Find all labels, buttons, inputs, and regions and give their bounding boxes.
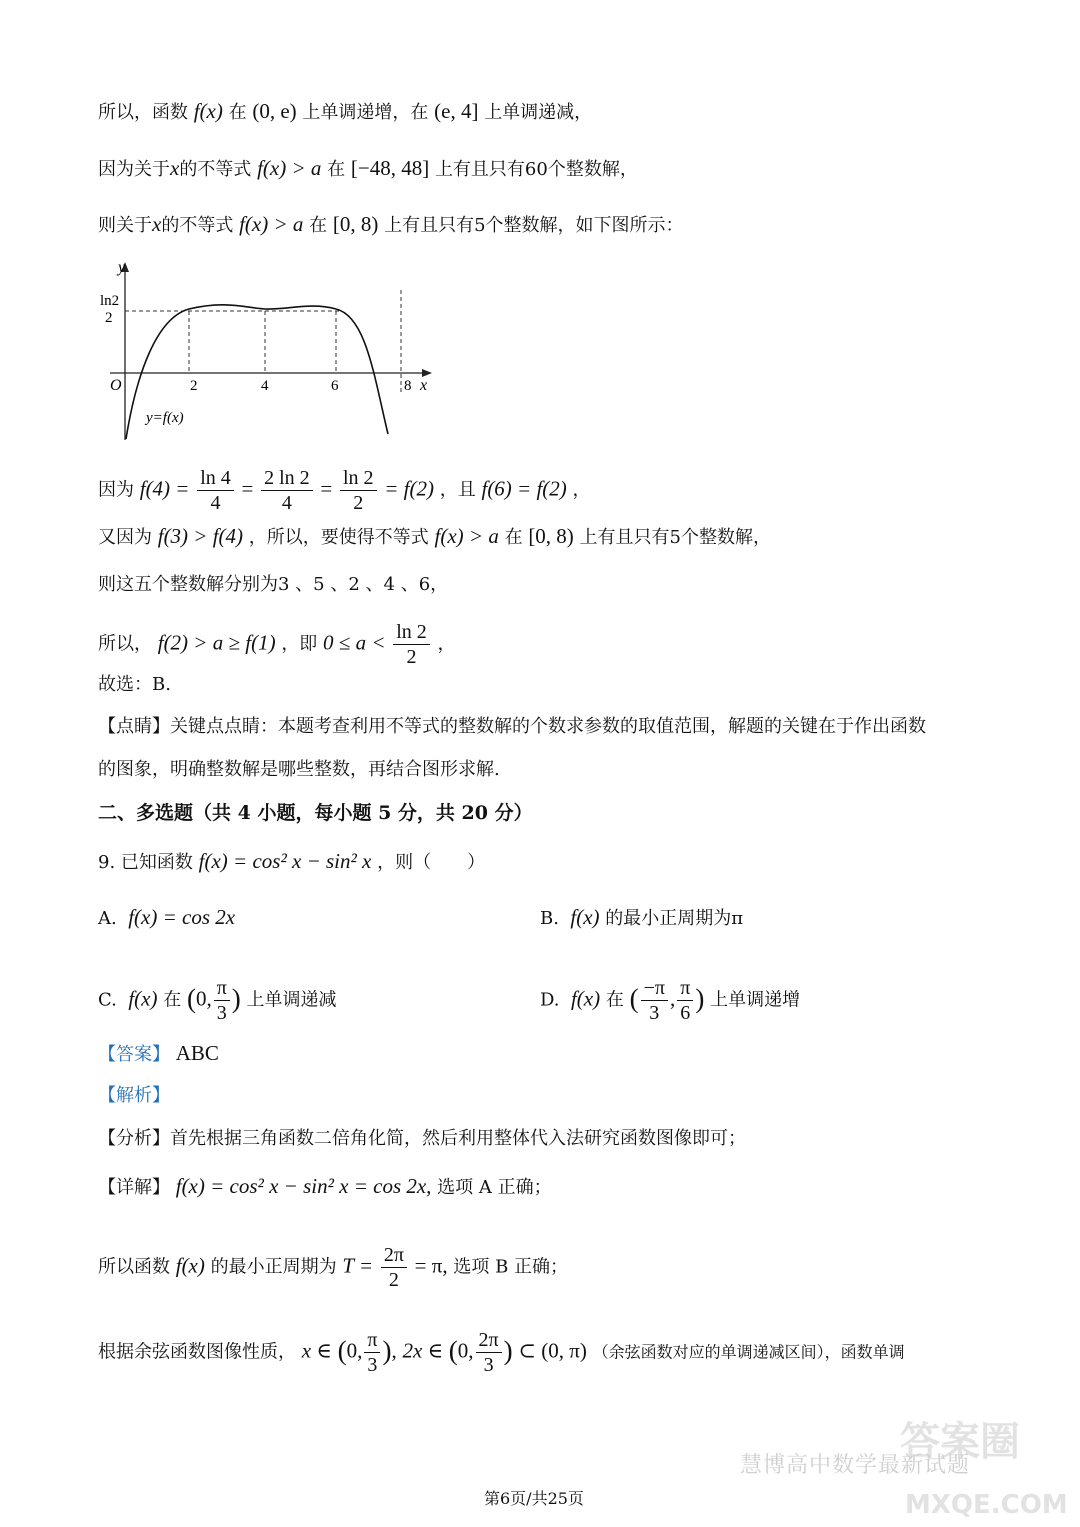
text-line-8: 故选：B. [98, 674, 171, 695]
option-c: C. f(x) 在 (0, $\frac{\pi}{3}$ ) 上单调递减 [98, 977, 337, 1024]
curve-label: y=f(x) [146, 410, 184, 426]
x-tick-8: 8 [404, 378, 412, 394]
option-b: B. f(x) 的最小正周期为π [540, 905, 744, 929]
function-graph [96, 256, 441, 442]
text-line-3: 则关于x的不等式 f(x) > a 在 [0, 8) 上有且只有5个整数解，如下图所示： [98, 212, 684, 236]
section-heading: 二、多选题（共 4 小题，每小题 5 分，共 20 分） [98, 802, 533, 824]
text-line-6: 则这五个整数解分别为3 、5 、2 、4 、6， [98, 574, 449, 595]
x-tick-2: 2 [190, 378, 198, 394]
text-line-1: 所以，函数 f(x) 在 (0, e) 上单调递增，在 (e, 4] 上单调递减， [98, 99, 593, 123]
option-d: D. f(x) 在 ( $\frac{-\pi}{3}$ , $\frac{\pi}{6}$ ) 上单调递增 [540, 977, 801, 1024]
y-tick-2: 2 [105, 310, 113, 326]
text-line-7: 所以， f(2) > a ≥ f(1) ，即 0 ≤ a < $\frac{\ln 2}{2}$ ， [98, 621, 456, 668]
y-axis-label: y [118, 259, 126, 276]
watermark-logo: 答案圈 [900, 1419, 1020, 1465]
origin-label: O [110, 377, 122, 394]
text-line-9b: 的图象，明确整数解是哪些整数，再结合图形求解. [98, 759, 500, 780]
page-footer: 第6页/共25页 [484, 1489, 584, 1508]
answer-line: 【答案】 ABC [98, 1041, 219, 1065]
x-tick-4: 4 [261, 378, 269, 394]
text-line-9a: 【点睛】关键点点睛：本题考查利用不等式的整数解的个数求参数的取值范围，解题的关键在于作出函数 [98, 716, 926, 737]
fenxi-line: 【分析】首先根据三角函数二倍角化简，然后利用整体代入法研究函数图像即可； [98, 1128, 746, 1149]
x-axis-label: x [420, 377, 428, 394]
monotonic-line: 根据余弦函数图像性质， x ∈ (0, $\frac{\pi}{3}$ ), 2x ∈ (0, $\frac{2\pi}{3}$ ) ⊂ (0, π) （余弦函数对应的单调递减区间），函数单调 [98, 1329, 905, 1376]
period-line: 所以函数 f(x) 的最小正周期为 T = $\frac{2\pi}{2}$ = π, 选项 B 正确； [98, 1244, 569, 1291]
question-9: 9. 已知函数 f(x) = cos² x − sin² x ，则（ ） [98, 849, 486, 873]
text-line-4: 因为 f(4) = $\frac{\ln 4}{4}$ = $\frac{2 \ln 2}{4}$ = $\frac{\ln 2}{2}$ = f(2) ，且 f(6) = f(2) ， [98, 467, 591, 514]
x-tick-6: 6 [331, 378, 339, 394]
y-tick-ln2: ln2 [100, 293, 120, 309]
xiangjie-line: 【详解】 f(x) = cos² x − sin² x = cos 2x, 选项 A 正确； [98, 1174, 552, 1198]
watermark-text: 慧博高中数学最新试题 [740, 1453, 971, 1478]
option-a: A. f(x) = cos 2x [98, 905, 236, 929]
text-line-2: 因为关于x的不等式 f(x) > a 在 [−48, 48] 上有且只有60个整数解， [98, 156, 638, 180]
analysis-label: 【解析】 [98, 1085, 170, 1106]
text-line-5: 又因为 f(3) > f(4) ，所以，要使得不等式 f(x) > a 在 [0, 8) 上有且只有5个整数解， [98, 524, 771, 548]
watermark-site: MXQE.COM [905, 1490, 1068, 1520]
